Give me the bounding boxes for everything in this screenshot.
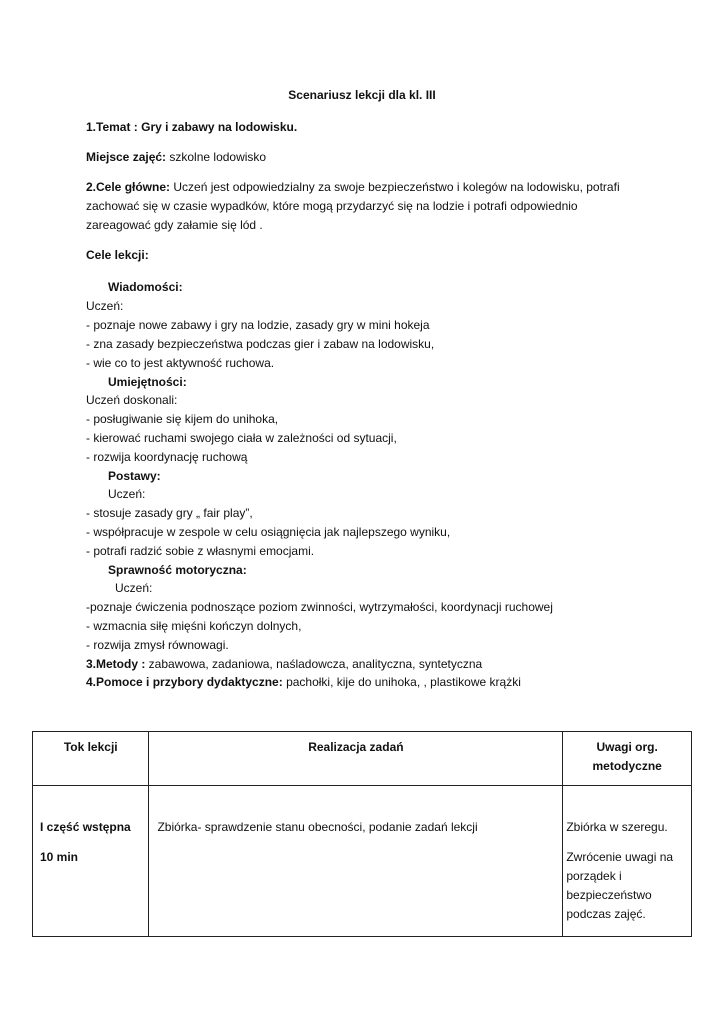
- skills-item: - posługiwanie się kijem do unihoka,: [86, 412, 279, 426]
- knowledge-heading: Wiadomości:: [108, 280, 183, 294]
- methods-value: zabawowa, zadaniowa, naśladowcza, analityczna, syntetyczna: [145, 657, 483, 671]
- motor-item: - wzmacnia siłę mięśni kończyn dolnych,: [86, 619, 302, 633]
- row-notes-line: Zbiórka w szeregu.: [566, 820, 668, 834]
- skills-item: - rozwija koordynację ruchową: [86, 450, 248, 464]
- row-notes-line: podczas zajęć.: [566, 907, 646, 921]
- attitudes-item: - współpracuje w zespole w celu osiągnięcia jak najlepszego wyniku,: [86, 525, 451, 539]
- motor-intro: Uczeń:: [115, 581, 153, 595]
- header-progress-label: Tok lekcji: [63, 740, 118, 754]
- lesson-place: [86, 148, 266, 167]
- knowledge-item: - poznaje nowe zabawy i gry na lodzie, zasady gry w mini hokeja: [86, 318, 430, 332]
- main-goals-line-3: zareagować gdy załamie się lód .: [86, 218, 263, 232]
- row-duration: 10 min: [40, 850, 79, 864]
- methods-line: [86, 655, 482, 674]
- skills-heading: Umiejętności:: [108, 375, 187, 389]
- lesson-topic: 1.Temat : Gry i zabawy na lodowisku.: [86, 120, 298, 134]
- motor-item: - rozwija zmysł równowagi.: [86, 638, 229, 652]
- row-notes-cell: [563, 786, 692, 937]
- lesson-goals-heading: Cele lekcji:: [86, 248, 149, 262]
- main-goals-line-2: zachować się w czasie wypadków, które mogą przydarzyć się na lodzie i potrafi odpowiednio: [86, 199, 578, 213]
- motor-heading: Sprawność motoryczna:: [108, 563, 247, 577]
- main-goals-label: 2.Cele główne:: [86, 180, 171, 194]
- header-cell-progress: [33, 732, 149, 786]
- aids-label: 4.Pomoce i przybory dydaktyczne:: [86, 675, 283, 689]
- knowledge-item: - wie co to jest aktywność ruchowa.: [86, 356, 275, 370]
- document-title: Scenariusz lekcji dla kl. III: [288, 88, 436, 102]
- knowledge-item: - zna zasady bezpieczeństwa podczas gier i zabaw na lodowisku,: [86, 337, 435, 351]
- attitudes-intro: Uczeń:: [108, 487, 146, 501]
- table-row: [33, 786, 692, 937]
- row-part-label: I część wstępna: [40, 820, 131, 834]
- table-header-row: [33, 732, 692, 786]
- lesson-place-label: Miejsce zajęć:: [86, 150, 167, 164]
- lesson-place-value: szkolne lodowisko: [166, 150, 267, 164]
- lesson-table: [32, 731, 692, 937]
- methods-label: 3.Metody :: [86, 657, 146, 671]
- main-goals-text-1: Uczeń jest odpowiedzialny za swoje bezpieczeństwo i kolegów na lodowisku, potrafi: [170, 180, 620, 194]
- header-notes-line-2: metodyczne: [592, 759, 662, 773]
- header-cell-notes: [563, 732, 692, 786]
- attitudes-item: - potrafi radzić sobie z własnymi emocjami.: [86, 544, 315, 558]
- row-notes-line: bezpieczeństwo: [566, 888, 652, 902]
- attitudes-item: - stosuje zasady gry „ fair play”,: [86, 506, 253, 520]
- header-notes-line-1: Uwagi org.: [596, 740, 658, 754]
- header-cell-tasks: [149, 732, 563, 786]
- aids-value: pachołki, kije do unihoka, , plastikowe krążki: [282, 675, 521, 689]
- main-goals-line-1: [86, 178, 620, 197]
- skills-item: - kierować ruchami swojego ciała w zależności od sytuacji,: [86, 431, 397, 445]
- header-tasks-label: Realizacja zadań: [308, 740, 404, 754]
- row-notes-line: Zwrócenie uwagi na: [566, 850, 674, 864]
- row-notes-line: porządek i: [566, 869, 622, 883]
- knowledge-intro: Uczeń:: [86, 299, 124, 313]
- row-task-cell: [149, 786, 563, 937]
- row-part-cell: [33, 786, 149, 937]
- motor-item: -poznaje ćwiczenia podnoszące poziom zwinności, wytrzymałości, koordynacji ruchowej: [86, 600, 553, 614]
- attitudes-heading: Postawy:: [108, 469, 161, 483]
- skills-intro: Uczeń doskonali:: [86, 393, 178, 407]
- row-task-text: Zbiórka- sprawdzenie stanu obecności, podanie zadań lekcji: [157, 820, 478, 834]
- aids-line: [86, 673, 521, 692]
